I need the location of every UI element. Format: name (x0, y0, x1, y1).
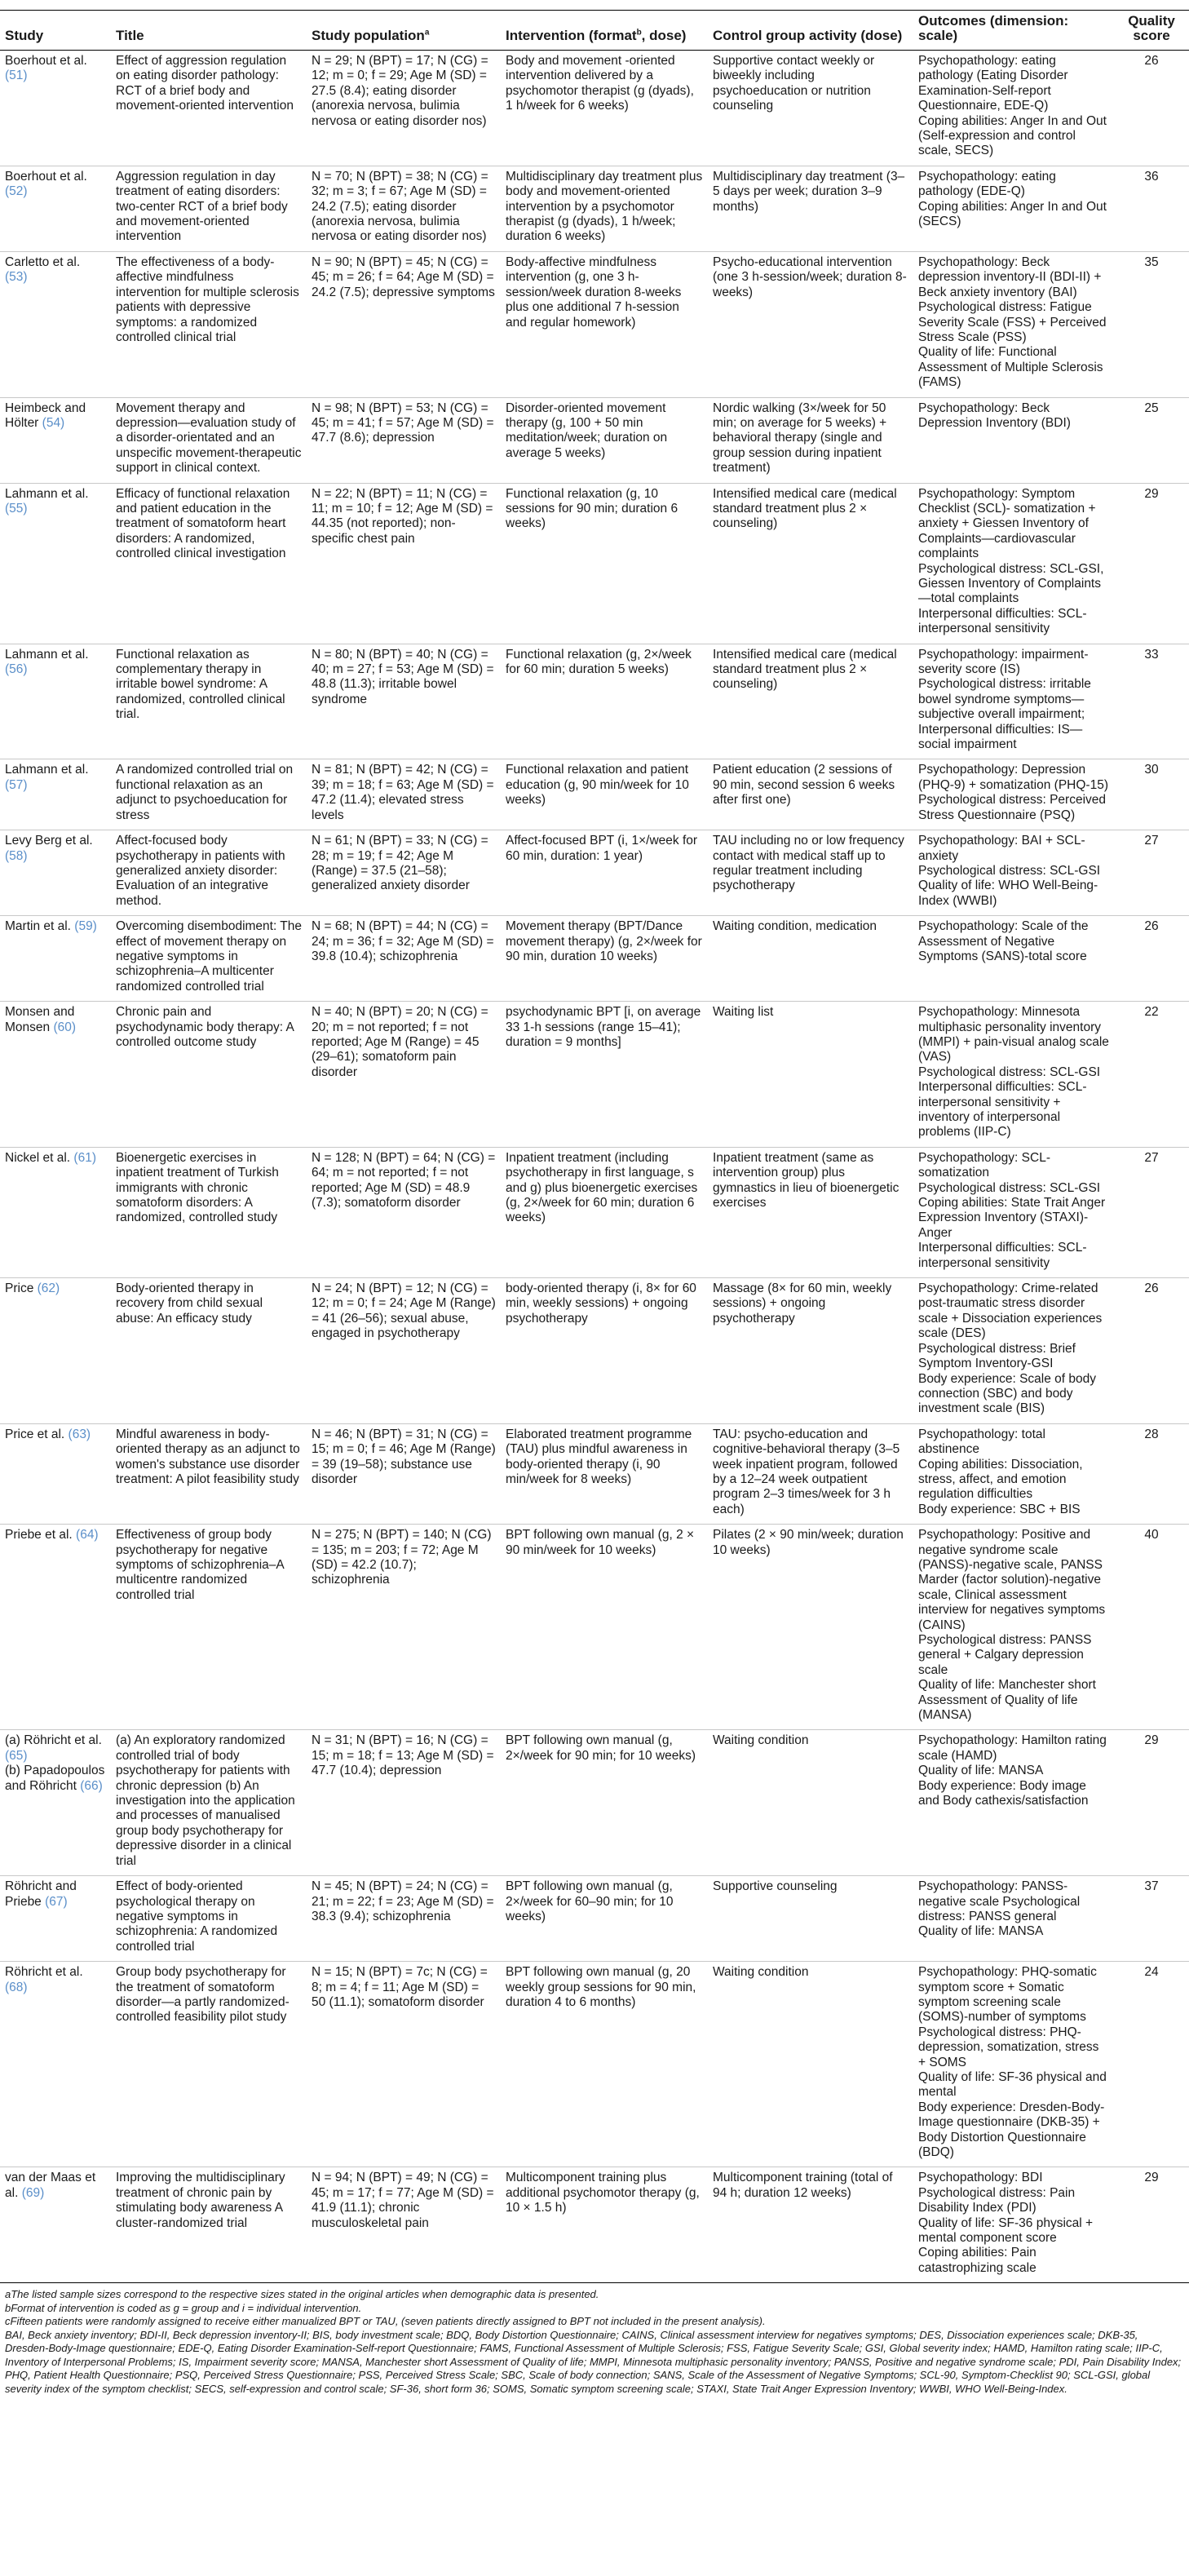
study-ref: (66) (80, 1778, 103, 1793)
cell-outcomes (913, 166, 1114, 251)
cell-study (0, 2167, 111, 2283)
outcome-line: Interpersonal difficulties: SCL-interpersonal sensitivity (918, 606, 1087, 636)
cell-quality: 29 (1114, 2167, 1189, 2283)
cell-outcomes (913, 1962, 1114, 2167)
cell-intervention: Elaborated treatment programme (TAU) plus mindful awareness in body-oriented therapy (i, 90 min/week for 8 weeks) (501, 1423, 708, 1524)
table-row (0, 916, 1189, 1002)
outcome-line: Psychopathology: eating pathology (EDE-Q) (918, 169, 1056, 199)
cell-intervention: Multicomponent training plus additional psychomotor therapy (g, 10 × 1.5 h) (501, 2167, 708, 2283)
outcome-line: Psychological distress: Brief Symptom Inventory-GSI (918, 1341, 1076, 1371)
outcome-line: Psychological distress: irritable bowel syndrome symptoms—subjective overall impairment; Interpersonal difficulties: IS—social impairment (918, 677, 1091, 752)
outcome-line: Interpersonal difficulties: SCL-interpersonal sensitivity + inventory of interpersonal problems (IIP-C) (918, 1080, 1087, 1140)
study-table (0, 10, 1189, 2283)
cell-intervention: BPT following own manual (g, 2 × 90 min/week for 10 weeks) (501, 1525, 708, 1730)
outcome-line: Psychological distress: SCL-GSI (918, 863, 1101, 878)
study-ref: (64) (76, 1528, 99, 1543)
header-population-label: Study population (312, 28, 425, 43)
cell-quality: 33 (1114, 644, 1189, 759)
cell-outcomes (913, 1423, 1114, 1524)
table-row (0, 759, 1189, 830)
cell-control: Waiting condition, medication (708, 916, 913, 1002)
table-row (0, 2167, 1189, 2283)
table-row (0, 397, 1189, 483)
outcome-line: Psychopathology: Crime-related post-traumatic stress disorder scale + Dissociation experiences scale (DES) (918, 1281, 1103, 1341)
cell-intervention: Functional relaxation (g, 10 sessions for 90 min; duration 6 weeks) (501, 483, 708, 644)
cell-outcomes (913, 1730, 1114, 1876)
cell-outcomes (913, 483, 1114, 644)
cell-title: Improving the multidisciplinary treatment of chronic pain by stimulating body awareness A cluster-randomized trial (111, 2167, 307, 2283)
cell-title: Group body psychotherapy for the treatment of somatoform disorder—a partly randomized-controlled feasibility pilot study (111, 1962, 307, 2167)
cell-quality: 26 (1114, 916, 1189, 1002)
table-row (0, 644, 1189, 759)
header-outcomes: Outcomes (dimension: scale) (913, 11, 1114, 51)
cell-quality: 25 (1114, 397, 1189, 483)
study-ref: (61) (73, 1150, 96, 1165)
cell-control: Supportive contact weekly or biweekly including psychoeducation or nutrition counseling (708, 51, 913, 166)
cell-study (0, 166, 111, 251)
study-ref: (58) (5, 848, 28, 863)
study-name: Martin et al. (5, 919, 75, 934)
cell-control: TAU including no or low frequency contact with medical staff up to regular treatment including psychotherapy (708, 830, 913, 916)
outcome-line: Psychopathology: Beck depression inventory-II (BDI-II) + Beck anxiety inventory (BAI) (918, 255, 1102, 299)
outcome-line: Psychological distress: SCL-GSI, Giessen Inventory of Complaints—total complaints (918, 561, 1104, 606)
outcome-line: Quality of life: Functional Assessment of Multiple Sclerosis (FAMS) (918, 345, 1103, 390)
cell-population: N = 31; N (BPT) = 16; N (CG) = 15; m = 18; f = 13; Age M (SD) = 47.7 (10.4); depression (307, 1730, 501, 1876)
header-control: Control group activity (dose) (708, 11, 913, 51)
cell-intervention: Functional relaxation and patient education (g, 90 min/week for 10 weeks) (501, 759, 708, 830)
outcome-line: Body experience: Body image and Body cathexis/satisfaction (918, 1778, 1089, 1808)
cell-population: N = 45; N (BPT) = 24; N (CG) = 21; m = 22; f = 23; Age M (SD) = 38.3 (9.4); schizophrenia (307, 1876, 501, 1962)
cell-title: Overcoming disembodiment: The effect of movement therapy on negative symptoms in schizophrenia–A multicenter randomized controlled trial (111, 916, 307, 1002)
outcome-line: Body experience: Dresden-Body-Image questionnaire (DKB-35) + Body Distortion Questionnaire (BDQ) (918, 2100, 1105, 2159)
cell-population: N = 94; N (BPT) = 49; N (CG) = 45; m = 17; f = 77; Age M (SD) = 41.9 (11.1); chronic musculoskeletal pain (307, 2167, 501, 2283)
cell-quality: 22 (1114, 1002, 1189, 1148)
cell-population: N = 29; N (BPT) = 17; N (CG) = 12; m = 0; f = 29; Age M (SD) = 27.5 (8.4); eating disorder (anorexia nervosa, bulimia nervosa or eating disorder nos) (307, 51, 501, 166)
study-name: Röhricht and Priebe (5, 1879, 77, 1909)
study-ref: (57) (5, 777, 28, 792)
cell-outcomes (913, 830, 1114, 916)
cell-study (0, 759, 111, 830)
outcome-line: Psychopathology: total abstinence (918, 1427, 1045, 1457)
outcome-line: Psychopathology: Scale of the Assessment of Negative Symptoms (SANS)-total score (918, 919, 1089, 963)
cell-title: Movement therapy and depression—evaluation study of a disorder-orientated and an unspecific movement-therapeutic support in clinical context. (111, 397, 307, 483)
outcome-line: Psychopathology: eating pathology (Eating Disorder Examination-Self-report Questionnaire, EDE-Q) (918, 54, 1068, 113)
outcome-line: Coping abilities: Anger In and Out (SECS) (918, 199, 1107, 229)
outcome-line: Psychopathology: SCL-somatization (918, 1150, 1050, 1180)
study-name: Monsen and Monsen (5, 1005, 75, 1034)
cell-title: Efficacy of functional relaxation and patient education in the treatment of somatoform heart disorders: A randomized, controlled clinical investigation (111, 483, 307, 644)
table-row (0, 483, 1189, 644)
cell-intervention: BPT following own manual (g, 2×/week for 90 min; for 10 weeks) (501, 1730, 708, 1876)
cell-population: N = 128; N (BPT) = 64; N (CG) = 64; m = not reported; f = not reported; Age M (SD) = 48.9 (7.3); somatoform disorder (307, 1147, 501, 1277)
cell-outcomes (913, 1525, 1114, 1730)
cell-study (0, 1147, 111, 1277)
cell-control: Intensified medical care (medical standard treatment plus 2 × counseling) (708, 644, 913, 759)
cell-outcomes (913, 1876, 1114, 1962)
study-ref: (65) (5, 1748, 28, 1763)
cell-title: Body-oriented therapy in recovery from child sexual abuse: An efficacy study (111, 1278, 307, 1424)
outcome-line: Psychopathology: Depression (PHQ-9) + somatization (PHQ-15) (918, 763, 1108, 792)
cell-study (0, 51, 111, 166)
outcome-line: Quality of life: MANSA (918, 1764, 1044, 1778)
study-name: Priebe et al. (5, 1528, 77, 1543)
cell-title: Bioenergetic exercises in inpatient treatment of Turkish immigrants with chronic somatoform disorders: A randomized, controlled study (111, 1147, 307, 1277)
cell-control: Psycho-educational intervention (one 3 h-session/week; duration 8-weeks) (708, 251, 913, 397)
cell-control: Nordic walking (3×/week for 50 min; on average for 5 weeks) + behavioral therapy (single and group session during inpatient treatment) (708, 397, 913, 483)
study-name: Price (5, 1281, 38, 1296)
cell-study (0, 1730, 111, 1876)
outcome-line: Psychopathology: Positive and negative syndrome scale (PANSS)-negative scale, PANSS Marder (factor solution)-negative scale, Clinical assessment interview for negatives symptoms (CAINS) (918, 1528, 1106, 1632)
table-row (0, 1876, 1189, 1962)
cell-outcomes (913, 51, 1114, 166)
cell-title: Effect of aggression regulation on eating disorder pathology: RCT of a brief body and movement-oriented intervention (111, 51, 307, 166)
header-population (307, 11, 501, 51)
outcome-line: Coping abilities: Dissociation, stress, affect, and emotion regulation difficulties (918, 1457, 1083, 1502)
cell-outcomes (913, 916, 1114, 1002)
cell-intervention: BPT following own manual (g, 2×/week for 60–90 min; for 10 weeks) (501, 1876, 708, 1962)
study-name: Price et al. (5, 1427, 69, 1441)
table-row (0, 166, 1189, 251)
header-quality-line1: Quality (1128, 13, 1175, 29)
outcome-line: Psychological distress: SCL-GSI (918, 1064, 1101, 1079)
cell-quality: 30 (1114, 759, 1189, 830)
outcome-line: Psychopathology: impairment-severity score (IS) (918, 647, 1089, 677)
outcome-line: Psychopathology: BAI + SCL-anxiety (918, 834, 1085, 863)
cell-quality: 27 (1114, 830, 1189, 916)
outcome-line: Coping abilities: Pain catastrophizing scale (918, 2246, 1037, 2275)
outcome-line: Quality of life: SF-36 physical + mental component score (918, 2215, 1094, 2246)
cell-population: N = 24; N (BPT) = 12; N (CG) = 12; m = 0; f = 24; Age M (Range) = 41 (26–56); sexual abuse, engaged in psychotherapy (307, 1278, 501, 1424)
cell-control: Waiting list (708, 1002, 913, 1148)
table-row (0, 1278, 1189, 1424)
cell-control: Multicomponent training (total of 94 h; duration 12 weeks) (708, 2167, 913, 2283)
cell-title: (a) An exploratory randomized controlled trial of body psychotherapy for patients with chronic depression (b) An investigation into the application and processes of manualised group body psychotherapy for depressive disorder in a clinical trial (111, 1730, 307, 1876)
study-ref: (62) (37, 1281, 60, 1296)
study-name: Lahmann et al. (5, 486, 89, 501)
footnote: aThe listed sample sizes correspond to the respective sizes stated in the original articles when demographic data is presented. (5, 2288, 599, 2301)
study-ref: (55) (5, 501, 28, 516)
cell-study (0, 1002, 111, 1148)
study-ref: (60) (53, 1020, 77, 1034)
study-name: Lahmann et al. (5, 763, 89, 777)
study-ref: (51) (5, 69, 28, 83)
study-citation (5, 1733, 106, 1764)
study-name: Carletto et al. (5, 255, 81, 269)
header-intervention-sup: b (636, 28, 642, 38)
cell-control: Intensified medical care (medical standard treatment plus 2 × counseling) (708, 483, 913, 644)
cell-quality: 36 (1114, 166, 1189, 251)
cell-intervention: Functional relaxation (g, 2×/week for 60 min; duration 5 weeks) (501, 644, 708, 759)
header-population-sup: a (424, 28, 430, 38)
header-intervention (501, 11, 708, 51)
cell-intervention: Body-affective mindfulness intervention (g, one 3 h-session/week duration 8-weeks plus one additional 7 h-session and regular homework) (501, 251, 708, 397)
cell-control: Massage (8× for 60 min, weekly sessions) + ongoing psychotherapy (708, 1278, 913, 1424)
header-quality (1114, 11, 1189, 51)
study-name: (a) Röhricht et al. (5, 1733, 102, 1748)
cell-quality: 27 (1114, 1147, 1189, 1277)
outcome-line: Quality of life: MANSA (918, 1924, 1044, 1939)
cell-intervention: psychodynamic BPT [i, on average 33 1-h sessions (range 15–41); duration = 9 months] (501, 1002, 708, 1148)
outcome-line: Quality of life: WHO Well-Being-Index (WWBI) (918, 879, 1098, 908)
cell-population: N = 70; N (BPT) = 38; N (CG) = 32; m = 3; f = 67; Age M (SD) = 24.2 (7.5); eating disorder (anorexia nervosa, bulimia nervosa or eating disorder nos) (307, 166, 501, 251)
table-row (0, 1002, 1189, 1148)
cell-control: Waiting condition (708, 1730, 913, 1876)
study-ref: (54) (42, 415, 65, 430)
cell-title: Effect of body-oriented psychological therapy on negative symptoms in schizophrenia: A randomized controlled trial (111, 1876, 307, 1962)
study-name: (b) Papadopoulos and Röhricht (5, 1764, 105, 1793)
outcome-line: Body experience: Scale of body connection (SBC) and body investment scale (BIS) (918, 1371, 1096, 1416)
outcome-line: Psychopathology: Symptom Checklist (SCL)- somatization + anxiety + Giessen Inventory of Complaints—cardiovascular complaints (918, 486, 1096, 561)
cell-intervention: BPT following own manual (g, 20 weekly group sessions for 90 min, duration 4 to 6 months) (501, 1962, 708, 2167)
outcome-line: Coping abilities: State Trait Anger Expression Inventory (STAXI)-Anger (918, 1196, 1106, 1240)
cell-intervention: Affect-focused BPT (i, 1×/week for 60 min, duration: 1 year) (501, 830, 708, 916)
cell-population: N = 15; N (BPT) = 7c; N (CG) = 8; m = 4; f = 11; Age M (SD) = 50 (11.1); somatoform disorder (307, 1962, 501, 2167)
cell-quality: 26 (1114, 51, 1189, 166)
table-row (0, 51, 1189, 166)
cell-title: Chronic pain and psychodynamic body therapy: A controlled outcome study (111, 1002, 307, 1148)
outcome-line: Psychological distress: PHQ-depression, somatization, stress + SOMS (918, 2025, 1099, 2069)
cell-intervention: Inpatient treatment (including psychotherapy in first language, s and g) plus bioenergetic exercises (g, 2×/week for 60 min; duration 6 weeks) (501, 1147, 708, 1277)
outcome-line: Coping abilities: Anger In and Out (Self-expression and control scale, SECS) (918, 113, 1107, 158)
cell-population: N = 275; N (BPT) = 140; N (CG) = 135; m = 203; f = 72; Age M (SD) = 42.2 (10.7); schizophrenia (307, 1525, 501, 1730)
cell-outcomes (913, 1278, 1114, 1424)
table-row (0, 1730, 1189, 1876)
study-ref: (67) (45, 1894, 68, 1909)
outcome-line: Psychological distress: SCL-GSI (918, 1180, 1101, 1195)
cell-intervention: Body and movement -oriented intervention delivered by a psychomotor therapist (g (dyads), 1 h/week for 6 weeks) (501, 51, 708, 166)
outcome-line: Psychopathology: PANSS-negative scale Psychological distress: PANSS general (918, 1879, 1081, 1923)
table-body (0, 51, 1189, 2283)
table-row (0, 1962, 1189, 2167)
cell-title: Mindful awareness in body-oriented therapy as an adjunct to women's substance use disorder treatment: A pilot feasibility study (111, 1423, 307, 1524)
footnote: cFifteen patients were randomly assigned to receive either manualized BPT or TAU, (seven patients directly assigned to BPT not included in the present analysis). (5, 2315, 766, 2328)
outcome-line: Psychological distress: Pain Disability Index (PDI) (918, 2185, 1076, 2215)
cell-quality: 28 (1114, 1423, 1189, 1524)
study-name: Nickel et al. (5, 1150, 74, 1165)
table-row (0, 830, 1189, 916)
table-footnotes (0, 2283, 1189, 2396)
cell-outcomes (913, 644, 1114, 759)
cell-population: N = 68; N (BPT) = 44; N (CG) = 24; m = 36; f = 32; Age M (SD) = 39.8 (10.4); schizophrenia (307, 916, 501, 1002)
study-name: Levy Berg et al. (5, 834, 93, 848)
footnote: BAI, Beck anxiety inventory; BDI-II, Beck depression inventory-II; BIS, body investment scale; BDQ, Body Distortion Questionnaire; CAINS, Clinical assessment interview for negatives symptoms; DES, Dissociation experiences scale; DKB-35, Dresden-Body-Image questionnaire; EDE-Q, Eating Disorder Examination-Self-report Questionnaire; FAMS, Functional Assessment of Multiple Sclerosis; FSS, Fatigue Severity Scale; GSI, Global severity index; HAMD, Hamilton rating scale; IIP-C, Inventory of Interpersonal Problems; IS, Impairment severity score; MANSA, Manchester short Assessment of Quality of life; MMPI, Minnesota multiphasic personality inventory; PANSS, Positive and negative syndrome scale; PDI, Pain Disability Index; PHQ, Patient Health Questionnaire; PSQ, Perceived Stress Questionnaire; PSS, Perceived Stress Scale; SBC, Scale of body connection; SANS, Scale of the Assessment of Negative Symptoms; SCL-90, Symptom-Checklist 90; SCL-GSI, global severity index of the symptom checklist; SECS, self-expression and control scale; SF-36, short form 36; SOMS, Somatic symptom screening scale; STAXI, State Trait Anger Expression Inventory; WWBI, WHO Well-Being-Index. (5, 2328, 1182, 2395)
cell-study (0, 916, 111, 1002)
outcome-line: Psychopathology: PHQ-somatic symptom score + Somatic symptom screening scale (SOMS)-number of symptoms (918, 1965, 1097, 2025)
cell-population: N = 90; N (BPT) = 45; N (CG) = 45; m = 26; f = 64; Age M (SD) = 24.2 (7.5); depressive symptoms (307, 251, 501, 397)
cell-study (0, 1423, 111, 1524)
study-name: Boerhout et al. (5, 169, 87, 184)
cell-population: N = 81; N (BPT) = 42; N (CG) = 39; m = 18; f = 63; Age M (SD) = 47.2 (11.4); elevated stress levels (307, 759, 501, 830)
cell-study (0, 830, 111, 916)
cell-study (0, 251, 111, 397)
study-name: Boerhout et al. (5, 54, 87, 68)
cell-outcomes (913, 759, 1114, 830)
study-ref: (68) (5, 1980, 28, 1994)
study-name: Lahmann et al. (5, 647, 89, 662)
study-ref: (52) (5, 184, 28, 199)
cell-quality: 24 (1114, 1962, 1189, 2167)
cell-study (0, 397, 111, 483)
cell-title: Effectiveness of group body psychotherapy for negative symptoms of schizophrenia–A multicentre randomized controlled trial (111, 1525, 307, 1730)
cell-population: N = 22; N (BPT) = 11; N (CG) = 11; m = 10; f = 12; Age M (SD) = 44.35 (not reported); non-specific chest pain (307, 483, 501, 644)
cell-quality: 29 (1114, 1730, 1189, 1876)
cell-intervention: Movement therapy (BPT/Dance movement therapy) (g, 2×/week for 90 min, duration 10 weeks) (501, 916, 708, 1002)
cell-population: N = 61; N (BPT) = 33; N (CG) = 28; m = 19; f = 42; Age M (Range) = 37.5 (21–58); generalized anxiety disorder (307, 830, 501, 916)
study-name: van der Maas et al. (5, 2171, 96, 2200)
cell-population: N = 40; N (BPT) = 20; N (CG) = 20; m = not reported; f = not reported; Age M (Range) = 45 (29–61); somatoform pain disorder (307, 1002, 501, 1148)
cell-control: TAU: psycho-education and cognitive-behavioral therapy (3–5 week inpatient program, followed by a 12–24 week outpatient program 2–3 times/week for 3 h each) (708, 1423, 913, 1524)
outcome-line: Psychopathology: Hamilton rating scale (HAMD) (918, 1733, 1107, 1763)
header-intervention-pre: Intervention (format (506, 28, 637, 43)
study-ref: (56) (5, 662, 28, 677)
outcome-line: Psychopathology: Beck Depression Inventory (BDI) (918, 401, 1071, 430)
cell-outcomes (913, 1002, 1114, 1148)
study-ref: (69) (21, 2185, 45, 2200)
cell-title: Affect-focused body psychotherapy in patients with generalized anxiety disorder: Evaluation of an integrative method. (111, 830, 307, 916)
table-header (0, 11, 1189, 51)
cell-population: N = 80; N (BPT) = 40; N (CG) = 40; m = 27; f = 53; Age M (SD) = 48.8 (11.3); irritable bowel syndrome (307, 644, 501, 759)
header-study: Study (0, 11, 111, 51)
cell-study (0, 483, 111, 644)
cell-study (0, 1278, 111, 1424)
study-citation (5, 1764, 106, 1794)
cell-intervention: Disorder-oriented movement therapy (g, 100 + 50 min meditation/week; duration on average 5 weeks) (501, 397, 708, 483)
study-name: Heimbeck and Hölter (5, 401, 86, 430)
cell-quality: 26 (1114, 1278, 1189, 1424)
outcome-line: Psychological distress: PANSS general + Calgary depression scale (918, 1633, 1092, 1677)
cell-study (0, 1876, 111, 1962)
table-row (0, 1525, 1189, 1730)
cell-population: N = 46; N (BPT) = 31; N (CG) = 15; m = 0; f = 46; Age M (Range) = 39 (19–58); substance use disorder (307, 1423, 501, 1524)
cell-control: Multidisciplinary day treatment (3–5 days per week; duration 3–9 months) (708, 166, 913, 251)
outcome-line: Psychopathology: BDI (918, 2171, 1043, 2185)
cell-study (0, 644, 111, 759)
study-name: Röhricht et al. (5, 1965, 83, 1980)
cell-title: The effectiveness of a body-affective mindfulness intervention for multiple sclerosis patients with depressive symptoms: a randomized controlled clinical trial (111, 251, 307, 397)
cell-outcomes (913, 397, 1114, 483)
outcome-line: Psychological distress: Perceived Stress Questionnaire (PSQ) (918, 793, 1107, 822)
cell-quality: 29 (1114, 483, 1189, 644)
cell-study (0, 1525, 111, 1730)
header-intervention-post: , dose) (641, 28, 687, 43)
outcome-line: Interpersonal difficulties: SCL-interpersonal sensitivity (918, 1241, 1087, 1270)
cell-intervention: body-oriented therapy (i, 8× for 60 min, weekly sessions) + ongoing psychotherapy (501, 1278, 708, 1424)
cell-title: Aggression regulation in day treatment of eating disorders: two-center RCT of a brief body and movement-oriented intervention (111, 166, 307, 251)
outcome-line: Quality of life: SF-36 physical and mental (918, 2069, 1107, 2100)
cell-outcomes (913, 2167, 1114, 2283)
cell-title: A randomized controlled trial on functional relaxation as an adjunct to psychoeducation for stress (111, 759, 307, 830)
table-row (0, 251, 1189, 397)
table-row (0, 1423, 1189, 1524)
study-ref: (53) (5, 270, 28, 285)
cell-study (0, 1962, 111, 2167)
table-row (0, 1147, 1189, 1277)
study-ref: (63) (68, 1427, 91, 1441)
study-ref: (59) (74, 919, 97, 934)
header-title: Title (111, 11, 307, 51)
cell-quality: 35 (1114, 251, 1189, 397)
outcome-line: Body experience: SBC + BIS (918, 1502, 1081, 1516)
cell-population: N = 98; N (BPT) = 53; N (CG) = 45; m = 41; f = 57; Age M (SD) = 47.7 (8.6); depression (307, 397, 501, 483)
outcome-line: Quality of life: Manchester short Assessment of Quality of life (MANSA) (918, 1678, 1096, 1723)
cell-control: Supportive counseling (708, 1876, 913, 1962)
cell-intervention: Multidisciplinary day treatment plus body and movement-oriented intervention by a psychomotor therapist (g (dyads), 1 h/week; duration 6 weeks) (501, 166, 708, 251)
cell-quality: 40 (1114, 1525, 1189, 1730)
cell-control: Patient education (2 sessions of 90 min, second session 6 weeks after first one) (708, 759, 913, 830)
cell-control: Inpatient treatment (same as intervention group) plus gymnastics in lieu of bioenergetic exercises (708, 1147, 913, 1277)
cell-outcomes (913, 1147, 1114, 1277)
cell-outcomes (913, 251, 1114, 397)
cell-control: Pilates (2 × 90 min/week; duration 10 weeks) (708, 1525, 913, 1730)
footnote: bFormat of intervention is coded as g = group and i = individual intervention. (5, 2301, 362, 2314)
cell-control: Waiting condition (708, 1962, 913, 2167)
cell-title: Functional relaxation as complementary therapy in irritable bowel syndrome: A randomized, controlled clinical trial. (111, 644, 307, 759)
outcome-line: Psychopathology: Minnesota multiphasic personality inventory (MMPI) + pain-visual analog scale (VAS) (918, 1005, 1109, 1064)
cell-quality: 37 (1114, 1876, 1189, 1962)
outcome-line: Psychological distress: Fatigue Severity Scale (FSS) + Perceived Stress Scale (PSS) (918, 300, 1107, 344)
header-quality-line2: score (1133, 28, 1170, 43)
